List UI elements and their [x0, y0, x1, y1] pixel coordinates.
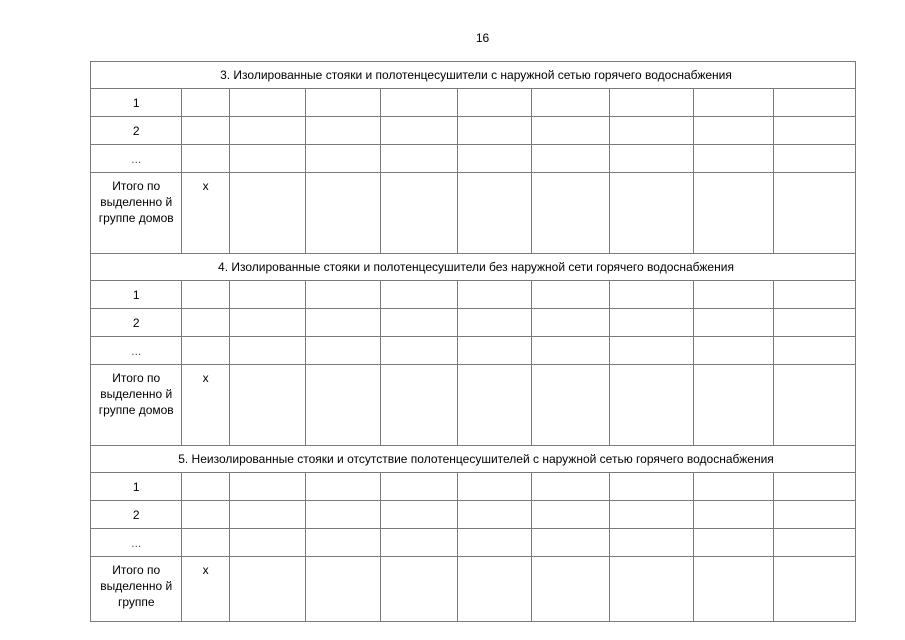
empty-cell: [380, 529, 457, 557]
empty-cell: [229, 529, 305, 557]
empty-cell: [458, 529, 532, 557]
empty-cell: [305, 337, 380, 365]
empty-cell: [380, 281, 457, 309]
empty-cell: [693, 309, 773, 337]
empty-cell: [774, 281, 856, 309]
empty-cell: [610, 145, 694, 173]
table-row: [91, 145, 856, 173]
empty-cell: [182, 89, 229, 117]
table-row: [91, 117, 856, 145]
empty-cell: [458, 117, 532, 145]
section-header-row: [91, 254, 856, 281]
empty-cell: [458, 557, 532, 622]
empty-cell: [380, 473, 457, 501]
empty-cell: [531, 281, 609, 309]
empty-cell: [693, 117, 773, 145]
empty-cell: [610, 365, 694, 446]
empty-cell: [531, 529, 609, 557]
empty-cell: [305, 473, 380, 501]
row-number-cell: 2: [91, 309, 182, 337]
section-header-row: [91, 446, 856, 473]
row-number-cell: ...: [91, 337, 182, 365]
empty-cell: [182, 529, 229, 557]
empty-cell: [182, 281, 229, 309]
empty-cell: [531, 145, 609, 173]
table-row: [91, 281, 856, 309]
total-mark-cell: х: [182, 557, 229, 622]
empty-cell: [229, 337, 305, 365]
empty-cell: [458, 145, 532, 173]
empty-cell: [531, 337, 609, 365]
empty-cell: [693, 145, 773, 173]
section-title: 5. Неизолированные стояки и отсутствие полотенцесушителей с наружной сетью горячего водоснабжения: [91, 446, 856, 473]
empty-cell: [610, 173, 694, 254]
empty-cell: [458, 501, 532, 529]
empty-cell: [610, 529, 694, 557]
empty-cell: [531, 117, 609, 145]
empty-cell: [693, 173, 773, 254]
empty-cell: [229, 117, 305, 145]
total-row: [91, 557, 856, 622]
empty-cell: [610, 89, 694, 117]
empty-cell: [610, 557, 694, 622]
empty-cell: [693, 473, 773, 501]
empty-cell: [458, 173, 532, 254]
empty-cell: [229, 473, 305, 501]
table-body: [91, 62, 856, 622]
empty-cell: [774, 117, 856, 145]
empty-cell: [182, 337, 229, 365]
table-row: [91, 309, 856, 337]
empty-cell: [229, 557, 305, 622]
empty-cell: [229, 501, 305, 529]
empty-cell: [182, 117, 229, 145]
table-row: [91, 501, 856, 529]
total-label-cell: Итого по выделенно й группе: [91, 557, 182, 622]
empty-cell: [531, 309, 609, 337]
empty-cell: [305, 557, 380, 622]
empty-cell: [693, 529, 773, 557]
empty-cell: [774, 529, 856, 557]
empty-cell: [305, 173, 380, 254]
empty-cell: [182, 309, 229, 337]
empty-cell: [693, 89, 773, 117]
empty-cell: [229, 309, 305, 337]
table-row: [91, 89, 856, 117]
empty-cell: [693, 337, 773, 365]
empty-cell: [458, 89, 532, 117]
empty-cell: [774, 145, 856, 173]
table-row: [91, 473, 856, 501]
section-title: 3. Изолированные стояки и полотенцесушители с наружной сетью горячего водоснабжения: [91, 62, 856, 89]
empty-cell: [229, 173, 305, 254]
empty-cell: [531, 473, 609, 501]
empty-cell: [774, 173, 856, 254]
total-mark-cell: х: [182, 365, 229, 446]
empty-cell: [693, 365, 773, 446]
empty-cell: [182, 145, 229, 173]
empty-cell: [305, 281, 380, 309]
empty-cell: [182, 473, 229, 501]
empty-cell: [610, 309, 694, 337]
empty-cell: [380, 557, 457, 622]
total-label-cell: Итого по выделенно й группе домов: [91, 365, 182, 446]
empty-cell: [229, 365, 305, 446]
empty-cell: [305, 309, 380, 337]
empty-cell: [380, 145, 457, 173]
empty-cell: [610, 281, 694, 309]
empty-cell: [774, 501, 856, 529]
empty-cell: [458, 365, 532, 446]
row-number-cell: ...: [91, 145, 182, 173]
empty-cell: [380, 89, 457, 117]
table-row: [91, 337, 856, 365]
empty-cell: [774, 89, 856, 117]
empty-cell: [380, 173, 457, 254]
empty-cell: [610, 337, 694, 365]
empty-cell: [610, 473, 694, 501]
data-table: [90, 61, 856, 622]
empty-cell: [458, 309, 532, 337]
empty-cell: [531, 89, 609, 117]
empty-cell: [380, 337, 457, 365]
empty-cell: [774, 309, 856, 337]
empty-cell: [610, 117, 694, 145]
empty-cell: [380, 501, 457, 529]
empty-cell: [380, 117, 457, 145]
empty-cell: [380, 309, 457, 337]
row-number-cell: 2: [91, 117, 182, 145]
empty-cell: [693, 281, 773, 309]
empty-cell: [229, 145, 305, 173]
empty-cell: [531, 365, 609, 446]
empty-cell: [774, 557, 856, 622]
empty-cell: [305, 89, 380, 117]
total-mark-cell: х: [182, 173, 229, 254]
empty-cell: [774, 337, 856, 365]
empty-cell: [610, 501, 694, 529]
empty-cell: [693, 501, 773, 529]
page-number: 16: [475, 31, 490, 45]
empty-cell: [305, 501, 380, 529]
empty-cell: [305, 117, 380, 145]
empty-cell: [305, 145, 380, 173]
total-label-cell: Итого по выделенно й группе домов: [91, 173, 182, 254]
empty-cell: [774, 365, 856, 446]
table-row: [91, 529, 856, 557]
row-number-cell: 1: [91, 281, 182, 309]
section-header-row: [91, 62, 856, 89]
empty-cell: [693, 557, 773, 622]
empty-cell: [531, 557, 609, 622]
section-title: 4. Изолированные стояки и полотенцесушители без наружной сети горячего водоснабжения: [91, 254, 856, 281]
empty-cell: [531, 173, 609, 254]
empty-cell: [229, 89, 305, 117]
empty-cell: [774, 473, 856, 501]
empty-cell: [305, 529, 380, 557]
row-number-cell: 2: [91, 501, 182, 529]
empty-cell: [305, 365, 380, 446]
empty-cell: [380, 365, 457, 446]
empty-cell: [458, 281, 532, 309]
row-number-cell: ...: [91, 529, 182, 557]
row-number-cell: 1: [91, 89, 182, 117]
empty-cell: [458, 473, 532, 501]
empty-cell: [531, 501, 609, 529]
row-number-cell: 1: [91, 473, 182, 501]
empty-cell: [229, 281, 305, 309]
total-row: [91, 173, 856, 254]
empty-cell: [182, 501, 229, 529]
total-row: [91, 365, 856, 446]
empty-cell: [458, 337, 532, 365]
